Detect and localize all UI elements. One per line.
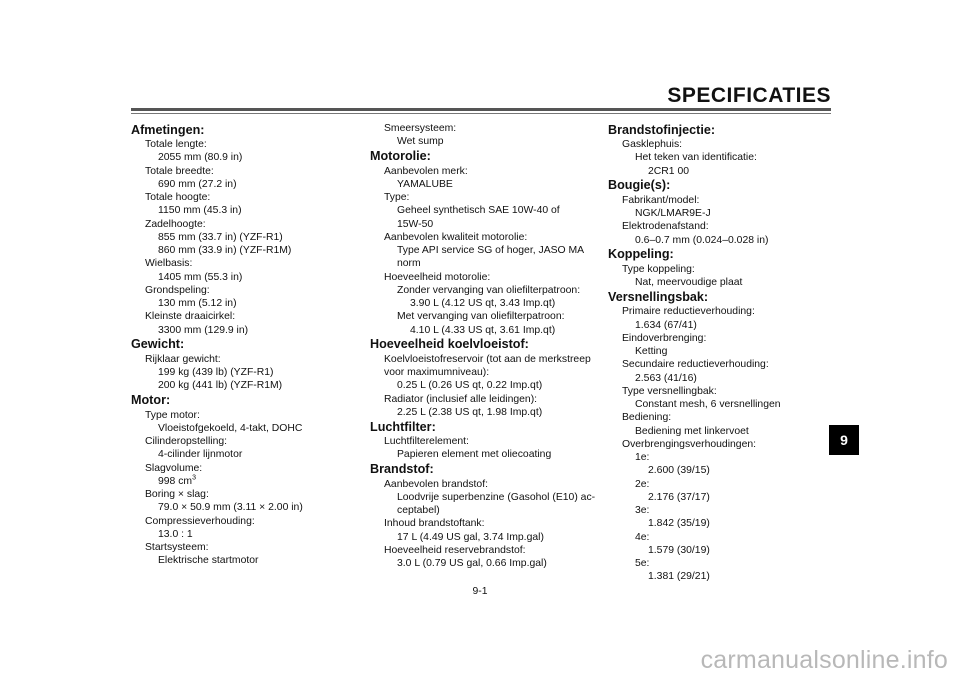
spec-value: 2055 mm (80.9 in) (158, 152, 243, 164)
header-rule-thin (131, 113, 831, 114)
spec-value: 3e: (635, 505, 650, 516)
spec-value: 200 kg (441 lb) (YZF-R1M) (158, 380, 283, 392)
section-heading: Versnellingsbak: (608, 289, 709, 304)
page-title: SPECIFICATIES (667, 84, 831, 107)
page-number: 9-1 (472, 586, 488, 597)
spec-value: Nat, meervoudige plaat (635, 277, 743, 288)
spec-value: 2.563 (41/16) (635, 372, 697, 384)
spec-value: Met vervanging van oliefilterpatroon: (397, 311, 565, 323)
spec-label: Inhoud brandstoftank: (384, 518, 485, 530)
spec-label: Type: (384, 192, 410, 203)
section-heading: Gewicht: (131, 337, 185, 352)
spec-label: Hoeveelheid motorolie: (384, 271, 491, 283)
spec-label: voor maximumniveau): (384, 367, 490, 378)
spec-value: NGK/LMAR9E-J (635, 208, 711, 219)
spec-value: 3.0 L (0.79 US gal, 0.66 Imp.gal) (397, 558, 547, 569)
spec-label: Aanbevolen brandstof: (384, 478, 488, 490)
section-heading: Bougie(s): (608, 178, 671, 193)
spec-value: 0.6–0.7 mm (0.024–0.028 in) (635, 234, 769, 246)
spec-value: Zonder vervanging van oliefilterpatroon: (397, 284, 581, 296)
spec-value: 13.0 : 1 (158, 528, 193, 540)
spec-label: Totale hoogte: (145, 192, 211, 203)
spec-label: Gasklephuis: (622, 139, 683, 150)
spec-label: Compressieverhouding: (145, 515, 255, 527)
spec-value: 199 kg (439 lb) (YZF-R1) (158, 367, 274, 378)
header-rule-thick (131, 108, 831, 111)
spec-value: 2.25 L (2.38 US qt, 1.98 Imp.qt) (397, 406, 543, 418)
spec-value: 998 $cm^3$ (158, 474, 196, 487)
spec-label: Aanbevolen merk: (384, 165, 468, 177)
spec-label: Slagvolume: (145, 462, 203, 474)
spec-label: Cilinderopstelling: (145, 436, 228, 447)
spec-value: 690 mm (27.2 in) (158, 178, 237, 190)
spec-label: Startsysteem: (145, 542, 209, 553)
spec-value: 1405 mm (55.3 in) (158, 271, 243, 283)
spec-label: Wielbasis: (145, 258, 193, 270)
spec-value: Elektrische startmotor (158, 555, 259, 567)
spec-label: Luchtfilterelement: (384, 436, 469, 447)
spec-value: 1.579 (30/19) (648, 544, 710, 556)
spec-value: Type API service SG of hoger, JASO MA (397, 245, 585, 256)
spec-value: Het teken van identificatie: (635, 152, 757, 164)
spec-value: 4e: (635, 531, 650, 543)
section-heading: Motor: (131, 393, 171, 407)
section-heading: Brandstof: (370, 462, 434, 476)
spec-label: Eindoverbrenging: (622, 332, 707, 344)
spec-value: 5e: (635, 558, 650, 569)
spec-label: Type motor: (145, 409, 200, 421)
spec-label: Overbrengingsverhoudingen: (622, 438, 757, 450)
spec-value: 17 L (4.49 US gal, 3.74 Imp.gal) (397, 531, 544, 543)
chapter-tab: 9 (829, 425, 859, 455)
section-heading: Hoeveelheid koelvloeistof: (370, 337, 529, 352)
spec-value: Loodvrije superbenzine (Gasohol (E10) ac- (397, 491, 596, 503)
section-heading: Koppeling: (608, 247, 674, 262)
section-heading: Brandstofinjectie: (608, 122, 716, 137)
spec-value: 2.176 (37/17) (648, 491, 710, 503)
spec-value: 855 mm (33.7 in) (YZF-R1) (158, 231, 283, 243)
spec-value: 0.25 L (0.26 US qt, 0.22 Imp.qt) (397, 380, 543, 392)
spec-value: ceptabel) (397, 505, 440, 516)
spec-value: Papieren element met oliecoating (397, 449, 552, 461)
spec-value: Constant mesh, 6 versnellingen (635, 399, 781, 410)
spec-value: Geheel synthetisch SAE 10W-40 of (397, 205, 560, 217)
spec-label: Boring × slag: (145, 489, 209, 500)
superscript: 3 (192, 474, 196, 482)
section-heading: Motorolie: (370, 149, 431, 163)
spec-value: Bediening met linkervoet (635, 425, 749, 437)
spec-label: Totale breedte: (145, 165, 214, 177)
section-heading: Afmetingen: (131, 122, 205, 137)
spec-value: 1e: (635, 452, 650, 463)
spec-value: norm (397, 258, 421, 270)
spec-value: 860 mm (33.9 in) (YZF-R1M) (158, 245, 292, 256)
spec-value: 2.600 (39/15) (648, 465, 710, 477)
spec-label: Bediening: (622, 412, 672, 424)
spec-value: 4-cilinder lijnmotor (158, 449, 243, 461)
spec-value: 15W-50 (397, 218, 434, 230)
spec-value: 1.381 (29/21) (648, 571, 710, 583)
spec-value: 3300 mm (129.9 in) (158, 324, 249, 336)
spec-value: 1150 mm (45.3 in) (158, 205, 242, 217)
spec-value: 2e: (635, 478, 650, 490)
spec-label: Secundaire reductieverhouding: (622, 359, 769, 371)
spec-label: Hoeveelheid reservebrandstof: (384, 544, 526, 556)
spec-label: Grondspeling: (145, 284, 210, 296)
watermark: carmanualsonline.info (700, 646, 948, 674)
spec-value: Wet sump (397, 136, 444, 148)
spec-label: Smeersysteem: (384, 123, 457, 134)
spec-value: 130 mm (5.12 in) (158, 298, 237, 309)
spec-value: Vloeistofgekoeld, 4-takt, DOHC (158, 422, 303, 434)
spec-label: Elektrodenafstand: (622, 221, 709, 233)
spec-label: Aanbevolen kwaliteit motorolie: (384, 231, 528, 243)
spec-value: 79.0 × 50.9 mm (3.11 × 2.00 in) (158, 502, 303, 514)
spec-label: Type koppeling: (622, 263, 695, 275)
spec-value: 1.634 (67/41) (635, 319, 697, 331)
spec-label: Primaire reductieverhouding: (622, 306, 755, 318)
spec-label: Koelvloeistofreservoir (tot aan de merkstreep (384, 353, 591, 365)
spec-value: 4.10 L (4.33 US qt, 3.61 Imp.qt) (410, 324, 556, 336)
spec-value: Ketting (635, 346, 668, 357)
spec-label: Zadelhoogte: (145, 218, 206, 230)
section-heading: Luchtfilter: (370, 419, 436, 434)
spec-label: Rijklaar gewicht: (145, 353, 221, 365)
spec-value: 2CR1 00 (648, 165, 690, 177)
spec-value: YAMALUBE (397, 178, 453, 190)
spec-label: Fabrikant/model: (622, 194, 700, 206)
spec-label: Totale lengte: (145, 139, 207, 150)
spec-column-1 (131, 122, 361, 568)
spec-label: Kleinste draaicirkel: (145, 311, 236, 323)
spec-column-3 (608, 122, 838, 584)
spec-column-2 (370, 122, 600, 570)
spec-label: Radiator (inclusief alle leidingen): (384, 393, 538, 405)
spec-value: 1.842 (35/19) (648, 518, 710, 530)
spec-value: 3.90 L (4.12 US qt, 3.43 Imp.qt) (410, 298, 556, 309)
spec-label: Type versnellingbak: (622, 385, 717, 397)
